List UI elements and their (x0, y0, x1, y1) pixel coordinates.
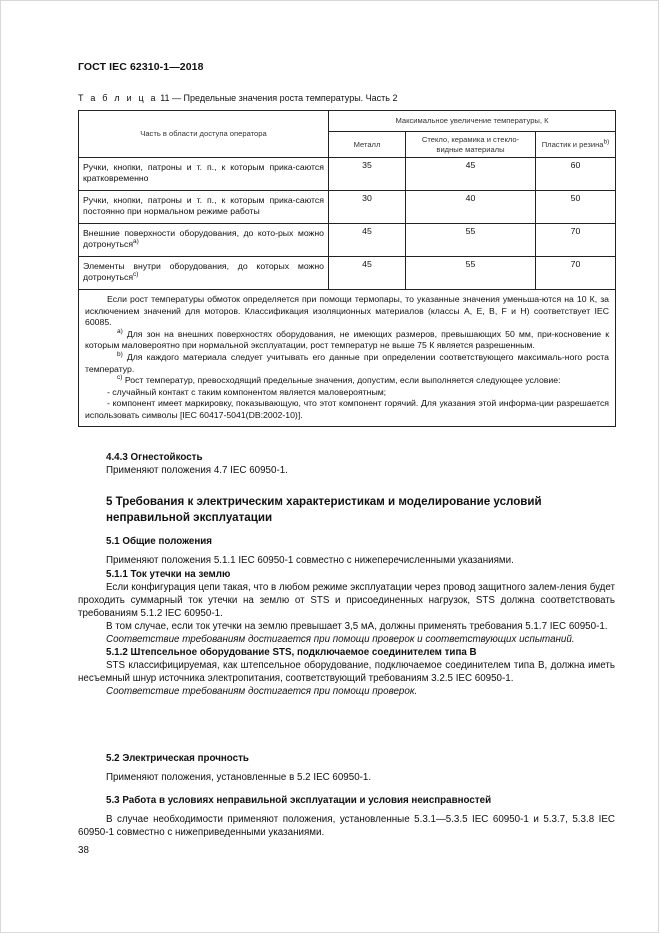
table-row (79, 224, 616, 257)
section-4-4-3 (78, 451, 615, 477)
section-5-1-1-p2: В том случае, если ток утечки на землю превышает 3,5 мА, должны применять требования 5.1.7 IEC 60950-1. (106, 621, 608, 632)
table-caption (78, 93, 398, 103)
row-plastic-value: 60 (536, 158, 616, 191)
table-caption-text: 11 — Предельные значения роста температуры. Часть 2 (157, 93, 398, 103)
table-row (79, 257, 616, 290)
row-plastic-value: 50 (536, 191, 616, 224)
note-b-mark: b) (117, 351, 123, 359)
section-5-2 (78, 752, 615, 784)
col-header-plastic-sup: b) (603, 137, 610, 145)
note-a-mark: a) (117, 327, 123, 335)
row-part-text: Внешние поверхности оборудования, до кото-рых можно дотронуться (83, 228, 324, 249)
col-header-group: Максимальное увеличение температуры, К (329, 111, 616, 132)
table-notes (79, 290, 616, 427)
section-4-4-3-title: 4.4.3 Огнестойкость (106, 452, 203, 463)
row-glass-value: 45 (406, 158, 536, 191)
temperature-table (78, 110, 616, 427)
note-c-text: Рост температур, превосходящий предельные значения, допустим, если выполняется следующее условие: (122, 375, 561, 386)
section-5-1 (78, 535, 615, 698)
section-5-3-text: В случае необходимости применяют положения, установленные 5.3.1—5.3.5 IEC 60950-1 и 5.3.7, 5.3.8 IEC 60950-1 совместно с нижеприведенными указаниями. (78, 814, 615, 838)
note-b-text: Для каждого материала следует учитывать его данные при определении соответствующего максималь-ного роста температур. (85, 351, 610, 374)
section-5-1-1-p3: Соответствие требованиям достигается при помощи проверок и соответствующих испытаний. (106, 634, 575, 645)
row-glass-value: 55 (406, 257, 536, 290)
table-caption-prefix: Т а б л и ц а (78, 93, 158, 103)
row-plastic-value: 70 (536, 224, 616, 257)
row-metal-value: 35 (329, 158, 406, 191)
note-c (85, 375, 609, 387)
row-metal-value: 45 (329, 224, 406, 257)
section-5-title: 5 Требования к электрическим характеристикам и моделирование условий неправильной эксплуатации (106, 495, 542, 524)
row-glass-value: 55 (406, 224, 536, 257)
note-a-text: Для зон на внешних поверхностях оборудования, не имеющих размеров, превышающих 50 мм, при-косновение к которым маловероятно при нормальной эксплуатации, рост температур не выше 75 К является разрешенным. (85, 328, 610, 351)
document-header: ГОСТ IEC 62310-1—2018 (78, 61, 204, 73)
row-part-label (79, 257, 329, 290)
row-part-sup: c) (133, 271, 139, 279)
note-intro: Если рост температуры обмоток определяется при помощи термопары, то указанные значения уменьша-ются на 10 К, за исключением значений для моторов. Классификация изоляционных материалов (классы А, Е, В, F и Н) соответствует IEC 60085. (85, 294, 610, 328)
note-c-dash-1: - случайный контакт с таким компонентом является маловероятным; (107, 386, 387, 397)
col-header-glass: Стекло, керамика и стекло-видные материалы (406, 132, 536, 158)
page-number: 38 (78, 845, 89, 856)
section-5-1-1-p1: Если конфигурация цепи такая, что в любом режиме эксплуатации через провод защитного залем-ления будет проходить суммарный ток утечки на землю от STS и присоединенных нагрузок, STS должна соответствовать требованиям 5.1.2 IEC 60950-1. (78, 582, 615, 619)
section-5-1-text: Применяют положения 5.1.1 IEC 60950-1 совместно с нижеперечисленными указаниями. (106, 555, 514, 566)
col-header-metal: Металл (329, 132, 406, 158)
section-4-4-3-text: Применяют положения 4.7 IEC 60950-1. (106, 465, 288, 476)
table-row (79, 158, 616, 191)
row-plastic-value: 70 (536, 257, 616, 290)
section-5-3 (78, 794, 615, 839)
note-c-dash-2: - компонент имеет маркировку, показывающую, что этот компонент горячий. Для указания этой информа-ции разрешается использовать символы [IEC 60417-5041(DB:2002-10)]. (85, 398, 610, 420)
section-5-2-title: 5.2 Электрическая прочность (106, 753, 249, 764)
col-header-plastic (536, 132, 616, 158)
section-5-3-title: 5.3 Работа в условиях неправильной эксплуатации и условия неисправностей (106, 795, 492, 806)
row-part-text: Элементы внутри оборудования, до которых можно дотронуться (83, 261, 324, 282)
section-5-1-1-title: 5.1.1 Ток утечки на землю (106, 569, 231, 580)
section-5-1-2-p2: Соответствие требованиям достигается при помощи проверок. (106, 686, 418, 697)
row-metal-value: 30 (329, 191, 406, 224)
section-5-1-title: 5.1 Общие положения (106, 536, 213, 547)
row-part-label (79, 224, 329, 257)
col-header-plastic-label: Пластик и резина (541, 139, 604, 149)
table-row (79, 191, 616, 224)
row-metal-value: 45 (329, 257, 406, 290)
row-glass-value: 40 (406, 191, 536, 224)
col-header-part: Часть в области доступа оператора (79, 111, 329, 158)
table-notes-row (79, 290, 616, 427)
section-5 (78, 494, 615, 525)
row-part-label: Ручки, кнопки, патроны и т. п., к которым прика-саются кратковременно (79, 158, 329, 191)
section-5-1-2-p1: STS классифицируемая, как штепсельное оборудование, подключаемое соединителем типа В, должна иметь несъемный шнур источника электропитания, соответствующий требованиям 3.2.5 IEC 60950-1. (78, 660, 615, 684)
row-part-sup: a) (133, 238, 139, 246)
note-b (85, 352, 609, 375)
section-5-1-2-title: 5.1.2 Штепсельное оборудование STS, подключаемое соединителем типа В (106, 647, 477, 658)
row-part-label: Ручки, кнопки, патроны и т. п., к которым прика-саются постоянно при нормальном режиме работы (79, 191, 329, 224)
note-a (85, 329, 609, 352)
note-c-mark: c) (117, 374, 123, 382)
section-5-2-text: Применяют положения, установленные в 5.2 IEC 60950-1. (106, 772, 372, 783)
